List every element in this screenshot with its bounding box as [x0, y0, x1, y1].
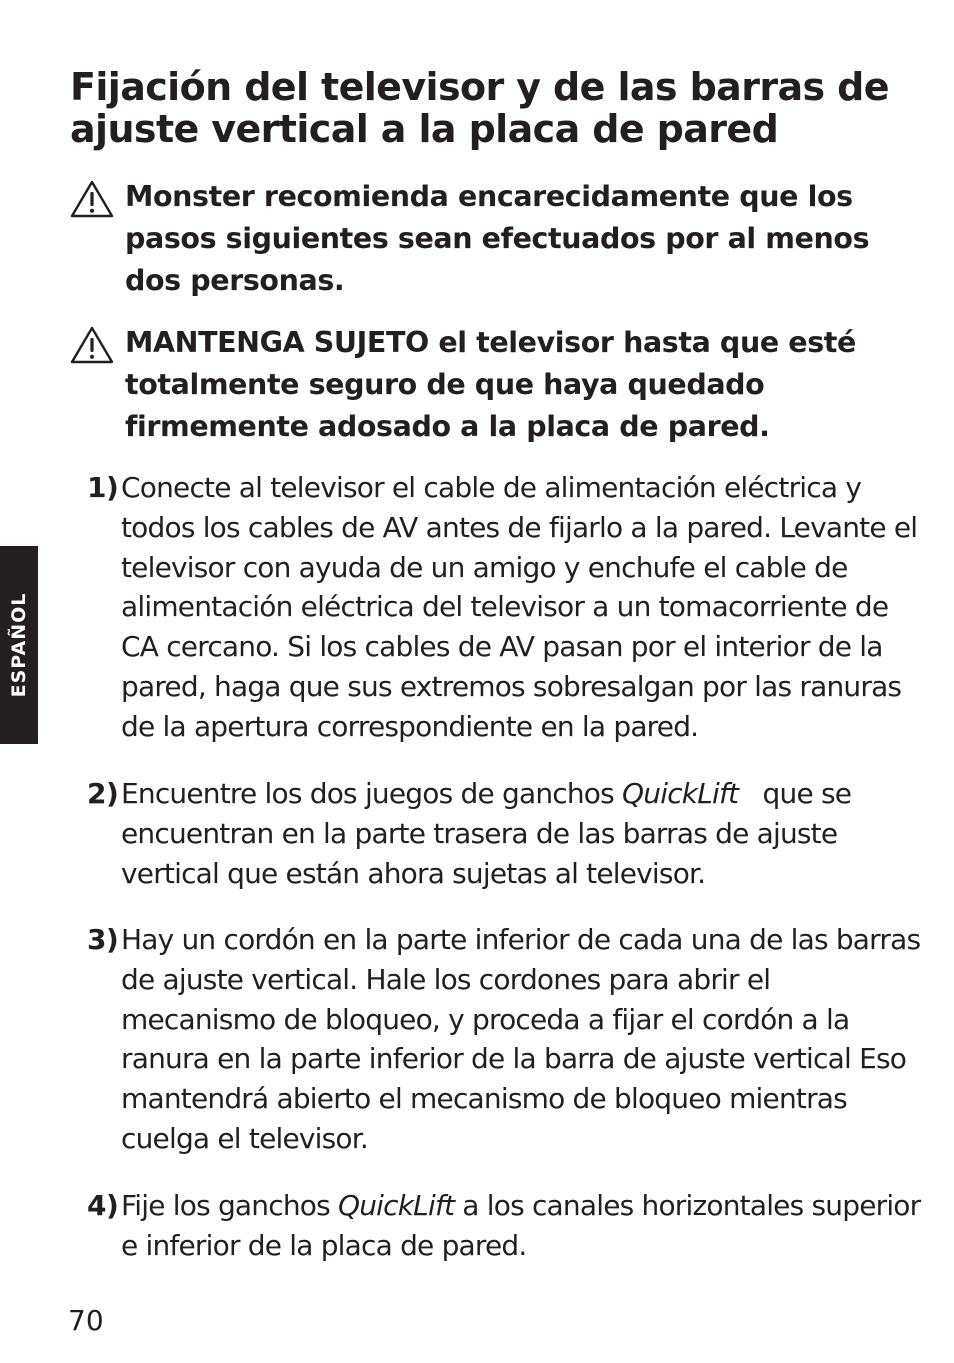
step-text-before: Encuentre los dos juegos de ganchos	[121, 777, 623, 810]
step-number: 4)	[87, 1189, 119, 1222]
warning-text: MANTENGA SUJETO el televisor hasta que esté totalmente seguro de que haya quedado firmemente adosado a la placa de pared.	[125, 326, 856, 443]
step-number: 1)	[87, 471, 119, 504]
language-side-tab	[0, 546, 38, 744]
page-title: Fijación del televisor y de las barras de ajuste vertical a la placa de pared	[70, 65, 889, 151]
product-name-quicklift: QuickLift	[622, 777, 739, 810]
step-text	[121, 1186, 927, 1266]
step-2	[87, 774, 927, 893]
step-text-after: que se encuentran en la parte trasera de las barras de ajuste vertical que están ahora sujetas al televisor.	[121, 777, 860, 890]
warning-hold-tv	[70, 322, 930, 448]
step-text	[121, 774, 927, 893]
page-number: 70	[68, 1304, 104, 1337]
step-3	[87, 920, 927, 1159]
language-tab-label: ESPAÑOL	[8, 592, 30, 698]
step-4	[87, 1186, 927, 1266]
step-number: 2)	[87, 777, 119, 810]
warning-triangle-icon	[70, 326, 114, 364]
product-name-quicklift: QuickLift	[338, 1189, 455, 1222]
step-text: Hay un cordón en la parte inferior de cada una de las barras de ajuste vertical. Hale los cordones para abrir el mecanismo de bloqueo, y proceda a fijar el cordón a la ranura en la parte inferior de la barra de ajuste vertical Eso mantendrá abierto el mecanismo de bloqueo mientras cuelga el televisor.	[121, 923, 921, 1155]
warning-two-people	[70, 176, 930, 302]
step-1	[87, 468, 927, 747]
step-text: Conecte al televisor el cable de alimentación eléctrica y todos los cables de AV antes de fijarlo a la pared. Levante el televisor con ayuda de un amigo y enchufe el cable de alimentación eléctrica del televisor a un tomacorriente de CA cercano. Si los cables de AV pasan por el interior de la pared, haga que sus extremos sobresalgan por las ranuras de la apertura correspondiente en la pared.	[121, 471, 918, 743]
warning-triangle-icon	[70, 180, 114, 218]
step-text-after: a los canales horizontales superior e inferior de la placa de pared.	[121, 1189, 921, 1262]
step-text-before: Fije los ganchos	[121, 1189, 338, 1222]
warning-text: Monster recomienda encarecidamente que los pasos siguientes sean efectuados por al menos dos personas.	[125, 180, 870, 297]
step-number: 3)	[87, 923, 119, 956]
